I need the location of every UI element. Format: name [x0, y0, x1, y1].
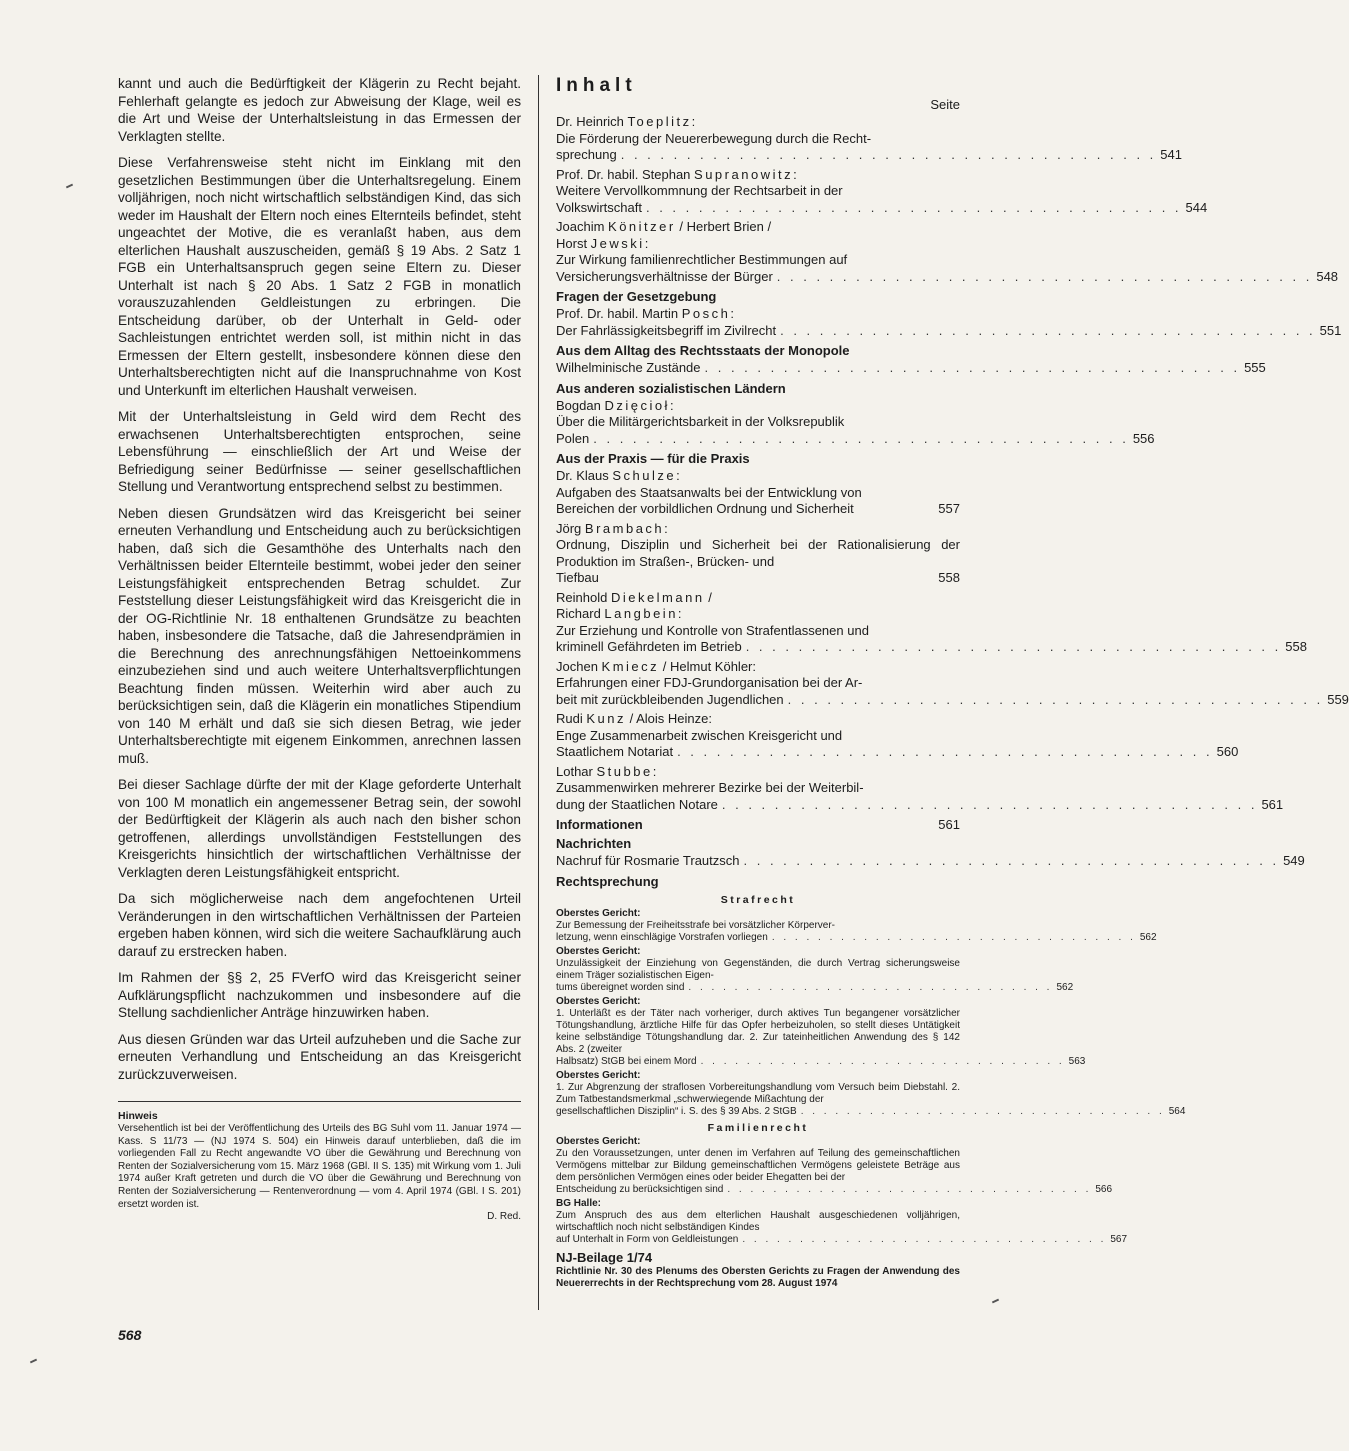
author-surname: Kunz — [586, 711, 626, 726]
leader-dots: . . . . . . . . . . . . . . . . . . . . . . . . . . . . . . . . — [800, 1105, 1165, 1117]
subsection-heading: Strafrecht — [720, 893, 796, 906]
toc-page: 541 — [1160, 147, 1182, 162]
author-surname: Dzięcioł — [604, 397, 670, 413]
author-first: Richard — [556, 606, 605, 621]
ruling-title-end: Halbsatz) StGB bei einem Mord — [556, 1055, 697, 1067]
toc-last-line — [556, 430, 1155, 448]
leader-dots: . . . . . . . . . . . . . . . . . . . . . . . . . . . . . . . . . . . . . . . . . — [776, 268, 1313, 284]
toc-title: Zusammenwirken mehrerer Bezirke bei der Weiterbil- — [556, 780, 864, 795]
toc-last-line — [556, 570, 960, 587]
leader-dots: . . . . . . . . . . . . . . . . . . . . . . . . . . . . . . . . . . . . . . . . . — [743, 853, 1280, 868]
toc-page: 558 — [938, 570, 960, 585]
ruling-title-end: gesellschaftlichen Disziplin“ i. S. des § 39 Abs. 2 StGB — [556, 1105, 797, 1117]
author-surname: Supranowitz — [694, 166, 794, 182]
ruling-last-line — [556, 1233, 1128, 1246]
toc-page: 549 — [1283, 853, 1305, 868]
toc-title-end: Versicherungsverhältnisse der Bürger — [556, 268, 773, 284]
toc-entry[interactable] — [556, 306, 1342, 339]
author-first: Bogdan — [556, 397, 605, 413]
author-suffix: / Alois Heinze: — [626, 711, 712, 726]
section-heading: Fragen der Gesetzgebung — [556, 289, 717, 304]
ruling-entry[interactable] — [556, 1197, 1128, 1246]
toc-entry[interactable] — [556, 219, 1339, 285]
toc-author — [556, 167, 960, 184]
author-first: Horst — [556, 235, 591, 251]
toc-author — [556, 219, 960, 236]
page-column-label: Seite — [930, 97, 960, 112]
ruling-title-end: tums übereignet worden sind — [556, 981, 685, 993]
ruling-court: Oberstes Gericht: — [556, 1135, 641, 1147]
toc-last-line — [556, 796, 1284, 814]
leader-dots: . . . . . . . . . . . . . . . . . . . . . . . . . . . . . . . . . . . . . . . . . — [593, 430, 1129, 446]
author-suffix: : — [676, 468, 680, 483]
toc-page: 551 — [1319, 322, 1342, 338]
toc-title-end: Polen — [556, 430, 590, 446]
note-text: Versehentlich ist bei der Veröffentlichung des Urteils des BG Suhl vom 11. Januar 1974 — Kass. S 11/73 — (NJ 1974 S. 504) ein Hinweis darauf unterblieben, daß die im vorliegenden Fall zu Recht angewandte VO über die Gewährung und Berechnung von Renten der Sozialversicherung vom 15. März 1968 (GBl. II S. 135) mit Wirkung vom 1. Juli 1974 außer Kraft getreten und durch die VO über die Gewährung und Berechnung von Renten der Sozialversicherung — Rentenverordnung — vom 4. April 1974 (GBl. I S. 201) ersetzt worden ist. — [118, 1123, 521, 1210]
author-surname: Langbein — [604, 606, 678, 621]
toc-page: 561 — [1261, 796, 1284, 812]
author-suffix: / — [704, 589, 712, 605]
author-suffix: : — [691, 114, 696, 129]
ruling-page: 562 — [1139, 931, 1157, 943]
author-surname: Toeplitz — [627, 114, 692, 129]
toc-entry[interactable] — [556, 711, 1239, 761]
toc-title: Zur Erziehung und Kontrolle von Strafentlassenen und — [556, 622, 869, 638]
ruling-entry[interactable] — [556, 995, 1086, 1068]
author-surname: Brambach — [584, 520, 665, 536]
section-heading: Informationen — [556, 817, 643, 832]
author-suffix: : — [730, 306, 734, 321]
ruling-court: Oberstes Gericht: — [556, 945, 641, 957]
author-surname: Posch — [681, 306, 731, 321]
toc-entry[interactable] — [556, 589, 1307, 656]
body-paragraph: Mit der Unterhaltsleistung in Geld wird dem Recht des erwachsenen Unterhaltsberechtigten entsprochen, seine Lebensführung — einschließlich der Art und Weise der Befriedigung seiner Bedürfnisse — seiner gesellschaftlichen Stellung und Verantwortung entsprechend selbst zu bestimmen. — [118, 409, 521, 494]
ruling-title-end: letzung, wenn einschlägige Vorstrafen vorliegen — [556, 931, 768, 943]
leader-dots: . . . . . . . . . . . . . . . . . . . . . . . . . . . . . . . . . . . . . . . . . — [620, 147, 1157, 162]
toc-author — [556, 236, 960, 253]
toc-entry[interactable] — [556, 468, 960, 518]
ruling-last-line — [556, 931, 1157, 944]
page-number: 568 — [118, 1327, 142, 1343]
author-suffix: : — [664, 520, 668, 536]
toc-last-line — [556, 199, 1208, 217]
author-first: Rudi — [556, 711, 587, 726]
author-surname: Kmiecz — [601, 658, 660, 674]
leader-dots: . . . . . . . . . . . . . . . . . . . . . . . . . . . . . . . . . . . . . . . . . — [704, 360, 1241, 375]
note-heading: Hinweis — [118, 1110, 158, 1122]
ruling-page: 567 — [1110, 1233, 1128, 1245]
toc-title-end: Tiefbau — [556, 570, 599, 585]
toc-title-end: dung der Staatlichen Notare — [556, 796, 718, 812]
article-column — [118, 75, 521, 1222]
leader-dots: . . . . . . . . . . . . . . . . . . . . . . . . . . . . . . . . . . . . . . . . . — [787, 691, 1324, 707]
toc-last-line — [556, 268, 1339, 286]
contents-title: Inhalt — [556, 75, 637, 96]
ruling-last-line — [556, 1183, 1113, 1196]
body-paragraph: Im Rahmen der §§ 2, 25 FVerfO wird das Kreisgericht seiner Aufklärungspflicht nachzukommen und insbesondere auf die Stellung sachdienlicher Anträge hinzuwirken haben. — [118, 970, 521, 1020]
section-heading: Aus anderen sozialistischen Ländern — [556, 380, 786, 396]
body-paragraph: Aus diesen Gründen war das Urteil aufzuheben und die Sache zur erneuten Verhandlung und Entscheidung an das Kreisgericht zurückzuverweisen. — [118, 1031, 521, 1082]
author-first: Reinhold — [556, 589, 611, 605]
author-suffix: / Herbert Brien / — [675, 219, 772, 234]
toc-last-line — [556, 639, 1307, 656]
toc-last-line — [556, 501, 960, 518]
author-first: Prof. Dr. habil. Stephan — [556, 166, 695, 182]
toc-title-end: Der Fahrlässigkeitsbegriff im Zivilrecht — [556, 322, 777, 338]
author-first: Prof. Dr. habil. Martin — [556, 306, 682, 321]
ruling-title: Zu den Voraussetzungen, unter denen im Verfahren auf Teilung des gemeinschaftlichen Vermögens mittelbar zur Bildung gemeinschaftlichen Vermögens geleistete Beträge aus dem persönlichen Vermögen eines oder beider Ehegatten bei der — [556, 1147, 960, 1183]
toc-title: Zur Wirkung familienrechtlicher Bestimmungen auf — [556, 252, 848, 267]
toc-title-end: Nachruf für Rosmarie Trautzsch — [556, 853, 740, 868]
ruling-last-line — [556, 1105, 1186, 1118]
note-signature: D. Red. — [487, 1211, 521, 1223]
toc-page: 559 — [1327, 691, 1349, 707]
toc-title-end: sprechung — [556, 147, 617, 162]
toc-entry[interactable] — [556, 853, 1305, 870]
section-heading: Aus der Praxis — für die Praxis — [556, 451, 750, 466]
toc-page: 555 — [1244, 360, 1266, 375]
ruling-title: Zum Anspruch des aus dem elterlichen Haushalt ausgeschiedenen volljährigen, wirtschaftlich noch nicht selbständigen Kindes — [556, 1209, 960, 1233]
subsection-heading: Familienrecht — [707, 1121, 809, 1134]
author-first: Dr. Heinrich — [556, 114, 628, 129]
toc-title-end: kriminell Gefährdeten im Betrieb — [556, 639, 742, 654]
author-suffix: : — [652, 763, 657, 779]
toc-page: 560 — [1216, 744, 1239, 759]
author-suffix: : — [644, 235, 649, 251]
toc-entry[interactable] — [556, 114, 1182, 164]
leader-dots: . . . . . . . . . . . . . . . . . . . . . . . . . . . . . . . . . . . . . . . . . — [721, 796, 1258, 812]
toc-title: Weitere Vervollkommnung der Rechtsarbeit in der — [556, 183, 843, 198]
leader-dots: . . . . . . . . . . . . . . . . . . . . . . . . . . . . . . . . . . . . . . . . . — [645, 199, 1182, 215]
toc-title: Über die Militärgerichtsbarkeit in der Volksrepublik — [556, 414, 845, 429]
body-paragraph: Neben diesen Grundsätzen wird das Kreisgericht bei seiner erneuten Verhandlung und Entscheidung auch zu berücksichtigen haben, daß sich die Gesamthöhe des Unterhalts nach den Verhältnissen beider Elternteile bestimmt, wobei jeder den seiner Leistungsfähigkeit entsprechenden Betrag schuldet. Zur Feststellung dieser Leistungsfähigkeit wird das Kreisgericht die in der OG-Richtlinie Nr. 18 enthaltenen Grundsätze zu beachten haben, insbesondere die Tatsache, daß die Jahresendprämien in die Berechnung des anrechnungsfähigen Nettoeinkommens einzubeziehen sind und auch weitere Unterhaltsverpflichtungen Beachtung finden müssen. Weiterhin wird aber auch zu berücksichtigen sein, daß die Klägerin ein monatliches Stipendium von 140 M erhält und daß sie sich diesen Betrag, wie jeder Unterhaltsberechtigte mit eigenem Einkommen, anrechnen lassen muß. — [118, 505, 521, 766]
ruling-title: 1. Zur Abgrenzung der straflosen Vorbereitungshandlung vom Versuch beim Diebstahl. 2. Zum Tatbestandsmerkmal „schwerwiegende Mißachtung der — [556, 1081, 960, 1105]
ruling-page: 562 — [1056, 981, 1074, 993]
author-suffix: : — [669, 397, 674, 413]
leader-dots: . . . . . . . . . . . . . . . . . . . . . . . . . . . . . . . . . . . . . . . . . — [677, 744, 1213, 759]
toc-page: 544 — [1185, 199, 1208, 215]
author-suffix: / Helmut Köhler: — [659, 658, 756, 674]
leader-dots: . . . . . . . . . . . . . . . . . . . . . . . . . . . . . . . . — [771, 931, 1136, 943]
ruling-court: Oberstes Gericht: — [556, 907, 641, 919]
toc-entry[interactable] — [556, 360, 1266, 377]
toc-title: Ordnung, Disziplin und Sicherheit bei der Rationalisierung der Produktion im Straßen-, Brücken- und — [556, 537, 960, 569]
toc-entry[interactable] — [556, 521, 960, 587]
author-surname: Schulze — [612, 468, 677, 483]
scan-mark — [30, 1359, 37, 1364]
author-first: Jochen — [556, 658, 602, 674]
toc-author — [556, 468, 960, 485]
toc-author — [556, 606, 960, 623]
author-surname: Diekelmann — [610, 589, 705, 605]
section-heading: Nachrichten — [556, 836, 632, 851]
toc-title-end: Wilhelminische Zustände — [556, 360, 701, 375]
toc-author — [556, 590, 960, 607]
toc-title-end: beit mit zurückbleibenden Jugendlichen — [556, 691, 784, 707]
scan-mark — [66, 184, 73, 189]
ruling-court: Oberstes Gericht: — [556, 1069, 641, 1081]
toc-title: Die Förderung der Neuererbewegung durch die Recht- — [556, 130, 872, 146]
toc-author — [556, 764, 960, 781]
author-suffix: : — [677, 606, 682, 621]
author-first: Lothar — [556, 763, 597, 779]
ruling-entry[interactable] — [556, 907, 1157, 944]
author-surname: Jewski — [590, 235, 645, 251]
ruling-title-end: Entscheidung zu berücksichtigen sind — [556, 1183, 724, 1195]
author-first: Jörg — [556, 520, 585, 536]
ruling-title: Zur Bemessung der Freiheitsstrafe bei vorsätzlicher Körperver- — [556, 919, 835, 931]
toc-entry[interactable] — [556, 816, 960, 833]
toc-page: 556 — [1132, 430, 1155, 446]
ruling-page: 566 — [1095, 1183, 1113, 1195]
toc-entry[interactable] — [556, 397, 1155, 448]
toc-page: 558 — [1285, 639, 1307, 654]
leader-dots: . . . . . . . . . . . . . . . . . . . . . . . . . . . . . . . . — [742, 1233, 1107, 1245]
toc-title: Erfahrungen einer FDJ-Grundorganisation bei der Ar- — [556, 675, 863, 690]
toc-last-line — [556, 360, 1266, 377]
ruling-entry[interactable] — [556, 1069, 1186, 1118]
toc-last-line — [556, 691, 1349, 709]
ruling-court: BG Halle: — [556, 1197, 602, 1209]
body-paragraph: kannt und auch die Bedürftigkeit der Klägerin zu Recht bejaht. Fehlerhaft gelangte es jedoch zur Abweisung der Klage, weil es die Art und Weise der Unterhaltsleistung in das Ermessen der Verklagten stellte. — [118, 76, 521, 144]
toc-title-end: Bereichen der vorbildlichen Ordnung und Sicherheit — [556, 501, 854, 516]
ruling-last-line — [556, 981, 1074, 994]
contents-column — [556, 75, 1349, 1290]
toc-title: Enge Zusammenarbeit zwischen Kreisgericht und — [556, 727, 843, 743]
leader-dots: . . . . . . . . . . . . . . . . . . . . . . . . . . . . . . . . — [700, 1055, 1065, 1067]
section-heading: NJ-Beilage 1/74 — [556, 1249, 653, 1265]
toc-author — [556, 521, 960, 538]
ruling-entry[interactable] — [556, 1135, 1113, 1196]
toc-page: 557 — [938, 501, 960, 516]
leader-dots: . . . . . . . . . . . . . . . . . . . . . . . . . . . . . . . . — [727, 1183, 1092, 1195]
author-surname: Stubbe — [596, 763, 653, 779]
toc-last-line — [556, 147, 1182, 164]
toc-entry[interactable] — [556, 763, 1284, 814]
section-heading: Rechtsprechung — [556, 873, 659, 889]
ruling-page: 563 — [1068, 1055, 1086, 1067]
scan-mark — [992, 1299, 999, 1304]
toc-author — [556, 711, 960, 728]
leader-dots: . . . . . . . . . . . . . . . . . . . . . . . . . . . . . . . . . . . . . . . . . — [780, 322, 1316, 338]
section-heading: Aus dem Alltag des Rechtsstaats der Monopole — [556, 343, 850, 358]
toc-last-line — [556, 744, 1239, 761]
author-first: Dr. Klaus — [556, 468, 613, 483]
toc-title: Aufgaben des Staatsanwalts bei der Entwicklung von — [556, 484, 862, 500]
author-suffix: : — [793, 166, 797, 182]
ruling-title-end: auf Unterhalt in Form von Geldleistungen — [556, 1233, 739, 1245]
note-divider — [118, 1101, 521, 1102]
toc-entry[interactable] — [556, 658, 1349, 709]
body-paragraph: Diese Verfahrensweise steht nicht im Einklang mit den gesetzlichen Bestimmungen über die Unterhaltsregelung. Einem volljährigen, noch nicht wirtschaftlich selbständigen Kind, das sich weder im Haushalt der Eltern noch eines Elternteils befindet, steht ungeachtet der Motive, die es veranlaßt haben, aus dem elterlichen Haushalt auszuscheiden, gemäß § 19 Abs. 2 Satz 1 FGB ein Unterhaltsanspruch gegen seine Eltern zu. Dieser Unterhalt ist nach § 20 Abs. 1 Satz 2 FGB in monatlich vorauszuzahlenden Geldleistungen zu erbringen. Die Entscheidung darüber, ob der Unterhalt in Geld- oder Sachleistungen entrichtet werden soll, ist mithin nicht in das Ermessen der Eltern gestellt, insbesondere können diese den Unterhaltsberechtigten nicht auf die Inanspruchnahme von Kost und Unterkunft im elterlichen Haushalt verweisen. — [118, 155, 521, 398]
body-paragraph: Bei dieser Sachlage dürfte der mit der Klage geforderte Unterhalt von 100 M monatlich ein angemessener Betrag sein, der sowohl der Bedürftigkeit der Klägerin als auch nach den bisher schon getroffenen, allerdings unvollständigen Feststellungen des Kreisgerichts hinsichtlich der wirtschaftlichen Verhältnisse der Verklagten deren Leistungsfähigkeit entspricht. — [118, 777, 521, 880]
toc-title-end: Staatlichem Notariat — [556, 744, 674, 759]
toc-entry[interactable] — [556, 166, 1208, 217]
toc-author — [556, 398, 960, 415]
body-paragraph: Da sich möglicherweise nach dem angefochtenen Urteil Veränderungen in den wirtschaftlichen Verhältnissen der Parteien ergeben haben können, wird sich die weitere Sachaufklärung auch darauf zu erstrecken haben. — [118, 891, 521, 959]
ruling-title: Unzulässigkeit der Einziehung von Gegenständen, die durch Vertrag sicherungsweise einem Träger sozialistischen Eigen- — [556, 957, 960, 981]
toc-author — [556, 659, 960, 676]
toc-title-end: Volkswirtschaft — [556, 199, 642, 215]
toc-page: 548 — [1316, 268, 1339, 284]
ruling-entry[interactable] — [556, 945, 1074, 994]
leader-dots: . . . . . . . . . . . . . . . . . . . . . . . . . . . . . . . . . . . . . . . . . — [745, 639, 1282, 654]
toc-last-line — [556, 853, 1305, 870]
toc-author — [556, 114, 960, 131]
ruling-title: 1. Unterläßt es der Täter nach vorheriger, durch aktives Tun begangener vorsätzlicher Tötungshandlung, ärztliche Hilfe für das Opfer herbeizuholen, so stellt dieses Untätigkeit keine selbständige Tötungshandlung dar. 2. Zur tateinheitlichen Anwendung des § 142 Abs. 2 (zweiter — [556, 1007, 960, 1055]
ruling-page: 564 — [1168, 1105, 1186, 1117]
toc-page: 561 — [938, 817, 960, 832]
toc-last-line — [556, 322, 1342, 340]
column-divider — [538, 75, 539, 1310]
ruling-court: Oberstes Gericht: — [556, 995, 641, 1007]
ruling-last-line — [556, 1055, 1086, 1068]
author-surname: Könitzer — [608, 219, 676, 234]
toc-author — [556, 306, 960, 323]
author-first: Joachim — [556, 219, 609, 234]
leader-dots: . . . . . . . . . . . . . . . . . . . . . . . . . . . . . . . . — [688, 981, 1053, 993]
supplement-text: Richtlinie Nr. 30 des Plenums des Obersten Gerichts zu Fragen der Anwendung des Neuererrechts in der Rechtsprechung vom 28. August 1974 — [556, 1265, 960, 1289]
